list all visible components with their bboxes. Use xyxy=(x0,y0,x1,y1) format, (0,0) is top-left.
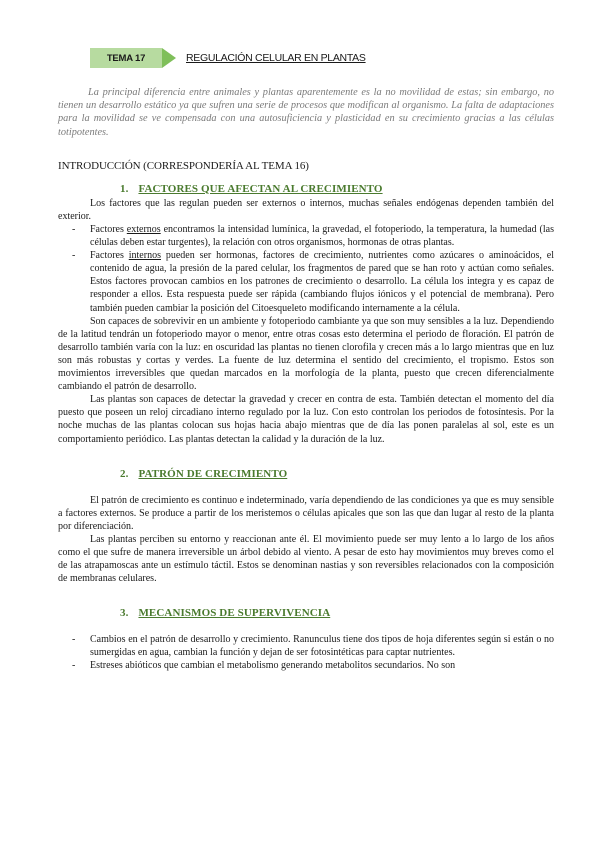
tema-tag: TEMA 17 xyxy=(90,48,162,68)
section-heading-1 xyxy=(120,183,554,195)
section-title: FACTORES QUE AFECTAN AL CRECIMIENTO xyxy=(138,182,383,195)
section-number: 1. xyxy=(120,182,129,195)
section-heading-3 xyxy=(120,607,554,619)
section-title: MECANISMOS DE SUPERVIVENCIA xyxy=(138,607,331,620)
tema-arrow-icon xyxy=(162,48,176,68)
tema-title: REGULACIÓN CELULAR EN PLANTAS xyxy=(186,52,366,64)
list-item: - Cambios en el patrón de desarrollo y crecimiento. Ranunculus tiene dos tipos de hoja diferentes según si están o no sumergidas en agua, cambian la función y dejan de ser fotosintéticas para captar nutrientes. xyxy=(72,634,554,659)
paragraph: Son capaces de sobrevivir en un ambiente y fotoperiodo cambiante ya que son muy sensibles a la luz. Dependiendo de la latitud tendrán un fotoperiodo mayor o menor, entre otras cosas esto determina el periodo de floración. El patrón de desarrollo también varía con la luz: en oscuridad las plantas no tienen clorofila y crecen más a lo largo mientras que en luz son más robustas y cortas y verdes. La fuente de luz determina el sentido del crecimiento, el tropismo. Estos son movimientos irreversibles que quedan marcados en la morfología de la planta, puesto que crecen diferencialmente cambiando el patrón de desarrollo. xyxy=(58,315,554,393)
term-internos: internos xyxy=(128,250,161,262)
dash-bullet-icon: - xyxy=(72,224,76,235)
bullet-list xyxy=(58,633,554,672)
list-item: - Estreses abióticos que cambian el metabolismo generando metabolitos secundarios. No son xyxy=(72,660,456,672)
paragraph: El patrón de crecimiento es continuo e indeterminado, varía dependiendo de las condiciones ya que es muy sensible a factores externos. Se produce a partir de los meristemos o células apicales que son las que dan lugar al resto de la planta por diferenciación. xyxy=(58,494,554,532)
dash-bullet-icon: - xyxy=(72,660,76,672)
section-number: 3. xyxy=(120,607,129,620)
section-number: 2. xyxy=(120,467,129,480)
intro-summary: La principal diferencia entre animales y plantas aparentemente es la no movilidad de estas; sin embargo, no tienen un desarrollo estático ya que sufren una serie de procesos que modifican al organismo. La falta de adaptaciones para la movilidad se ve compensada con una autosuficiencia y plasticidad en su crecimiento gracias a las células totipotentes. xyxy=(58,87,554,138)
section-title: PATRÓN DE CRECIMIENTO xyxy=(138,467,288,480)
section-heading-2 xyxy=(120,468,554,480)
paragraph: Las plantas perciben su entorno y reaccionan ante él. El movimiento puede ser muy lento a lo largo de los años como el que sufre de manera irreversible un árbol debido al viento. A pesar de esto hay movimientos muy breves como el de las atrapamoscas ante un estímulo táctil. Estos se denominan nastias y son reversibles relacionados con la composición de membranas celulares. xyxy=(58,533,554,585)
term-externos: externos xyxy=(126,224,161,235)
paragraph: Los factores que las regulan pueden ser externos o internos, muchas señales endógenas dependen también del exterior. xyxy=(58,197,554,222)
dash-bullet-icon: - xyxy=(72,250,76,262)
bullet-list xyxy=(58,223,554,315)
list-item: - Factores externos encontramos la intensidad lumínica, la gravedad, el fotoperiodo, la temperatura, la humedad (las células deben estar turgentes), la relación con otros organismos, hormonas de otras plantas. xyxy=(72,224,554,249)
dash-bullet-icon: - xyxy=(72,634,76,646)
page-header xyxy=(90,48,554,74)
list-item: - Factores internos pueden ser hormonas, factores de crecimiento, nutrientes como azúcares o aminoácidos, el contenido de agua, la presión de la pared celular, los fragmentos de pared que se han roto y actúan como señales. Estos factores provocan cambios en los patrones de crecimiento o desarrollo. La célula los integra y es capaz de responder a ellos. Esta respuesta puede ser rápida (cambiando flujos iónicos y el potencial de membrana). Pero también pueden cambiar la posición del Citoesqueleto modificando internamente a la célula. xyxy=(72,250,554,314)
paragraph: Las plantas son capaces de detectar la gravedad y crecer en contra de esta. También detectan el momento del día puesto que poseen un reloj circadiano interno regulado por la luz. Con esto controlan los periodos de fotosíntesis. Por la noche muchas de las plantas colocan sus hojas hacia abajo mientras que de día las ponen paralelas al sol, este es un comportamiento periódico. Las plantas detectan la calidad y la duración de la luz. xyxy=(58,394,554,445)
intro-heading: INTRODUCCIÓN (CORRESPONDERÍA AL TEMA 16) xyxy=(58,159,309,172)
